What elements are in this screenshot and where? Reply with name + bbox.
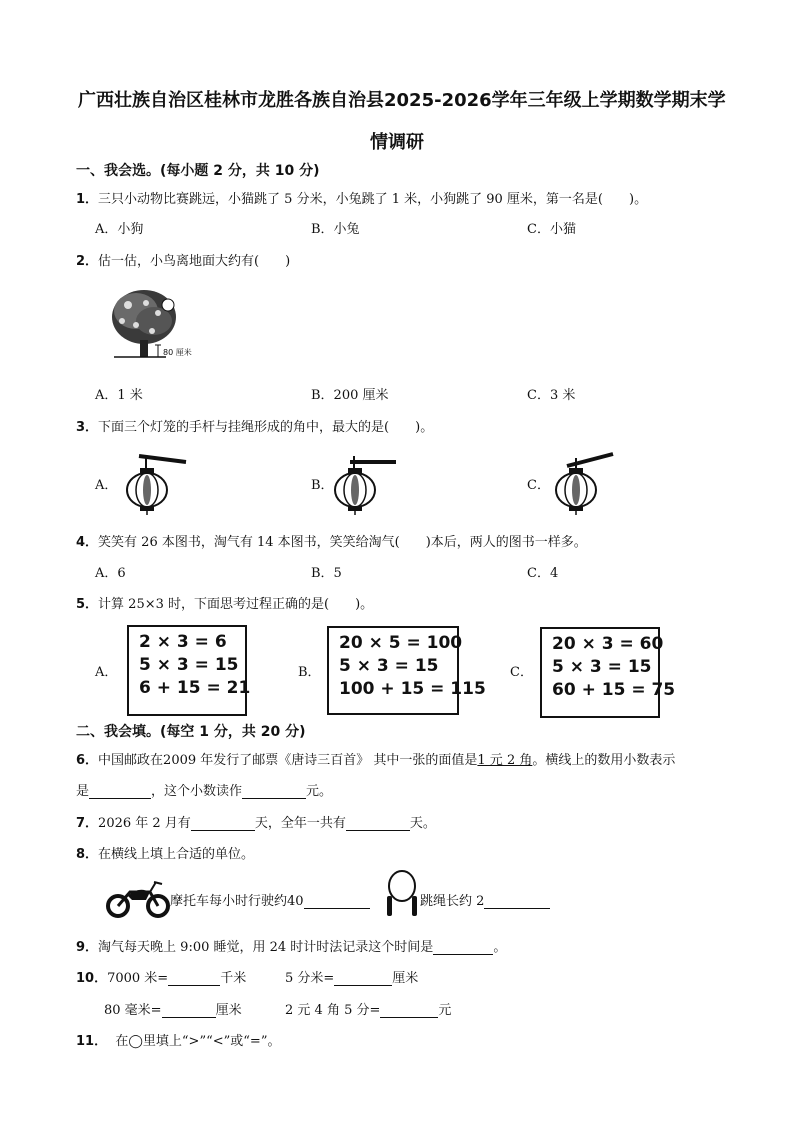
- option-b: B．: [311, 478, 334, 493]
- question-text: 。横线上的数用小数表示: [532, 753, 676, 768]
- question-text: 是: [76, 784, 90, 799]
- answer-blank[interactable]: [242, 784, 306, 799]
- question-text: 厘米: [215, 1003, 242, 1018]
- option-c: C．小猫: [527, 222, 576, 237]
- height-label: 80 厘米: [163, 348, 192, 357]
- question-text: 5 分米=: [285, 971, 335, 986]
- calc-line: 6 + 15 = 21: [139, 678, 251, 698]
- option-a: A．小狗: [95, 222, 144, 237]
- question-number: 11．: [76, 1034, 108, 1049]
- calc-box-b: [327, 626, 486, 715]
- question-number: 3．: [76, 420, 99, 435]
- option-a: A．1 米: [95, 388, 143, 403]
- page-title-line1: 广西壮族自治区桂林市龙胜各族自治县2025-2026学年三年级上学期数学期末学: [78, 90, 726, 111]
- question-text: 2026 年 2 月有: [98, 816, 191, 831]
- lantern-a-figure: [124, 452, 190, 516]
- option-c: C．: [510, 665, 533, 680]
- option-c: C．: [527, 478, 550, 493]
- underlined-value: 1 元 2 角: [477, 753, 533, 768]
- question-text: 笑笑有 26 本图书，淘气有 14 本图书，笑笑给淘气( )本后，两人的图书一样多。: [98, 535, 587, 550]
- question-text: 7000 米=: [107, 971, 169, 986]
- motorcycle-question: [170, 890, 370, 909]
- calc-line: 20 × 5 = 100: [339, 633, 463, 653]
- lantern-c-figure: [553, 452, 619, 516]
- calc-line: 100 + 15 = 115: [339, 679, 486, 699]
- question-10-row2: [104, 999, 242, 1018]
- rope-question: [420, 890, 550, 909]
- question-number: 4．: [76, 535, 99, 550]
- option-b: B．小兔: [311, 222, 360, 237]
- option-a: A．: [95, 478, 118, 493]
- question-text: 摩托车每小时行驶约40: [170, 894, 304, 909]
- question-2: [76, 250, 290, 269]
- question-number: 10．: [76, 971, 108, 986]
- option-b: B．5: [311, 566, 342, 581]
- question-9: [76, 936, 506, 955]
- answer-blank[interactable]: [162, 1003, 216, 1018]
- question-5: [76, 593, 373, 612]
- question-text: 中国邮政在2009 年发行了邮票《唐诗三百首》 其中一张的面值是: [98, 753, 478, 768]
- question-text: 80 毫米=: [104, 1003, 162, 1018]
- answer-blank[interactable]: [484, 894, 550, 909]
- question-text: 跳绳长约 2: [420, 894, 485, 909]
- question-text: 厘米: [392, 971, 419, 986]
- answer-blank[interactable]: [380, 1003, 438, 1018]
- calc-line: 2 × 3 = 6: [139, 632, 227, 652]
- question-text: 天，全年一共有: [254, 816, 346, 831]
- motorcycle-icon: [106, 878, 170, 918]
- answer-blank[interactable]: [334, 971, 392, 986]
- answer-blank[interactable]: [168, 971, 220, 986]
- question-text: 计算 25×3 时，下面思考过程正确的是( )。: [98, 597, 374, 612]
- option-b: B．200 厘米: [311, 388, 389, 403]
- answer-blank[interactable]: [433, 940, 493, 955]
- question-text: 在横线上填上合适的单位。: [98, 847, 255, 862]
- question-number: 8．: [76, 847, 99, 862]
- jump-rope-icon: [385, 868, 419, 924]
- question-number: 6．: [76, 753, 99, 768]
- calc-box-a: [127, 625, 251, 716]
- question-text: 2 元 4 角 5 分=: [285, 1003, 381, 1018]
- question-number: 1．: [76, 192, 99, 207]
- question-text: 淘气每天晚上 9:00 睡觉，用 24 时计时法记录这个时间是: [98, 940, 434, 955]
- section-heading-fill: 二、我会填。(每空 1 分，共 20 分): [76, 724, 306, 740]
- question-7: [76, 812, 436, 831]
- question-text: 。: [493, 940, 507, 955]
- question-10-row1: [76, 967, 246, 986]
- question-text: 元: [438, 1003, 452, 1018]
- calc-line: 5 × 3 = 15: [139, 655, 239, 675]
- question-11: [76, 1030, 280, 1049]
- question-number: 2．: [76, 254, 99, 269]
- lantern-b-figure: [332, 452, 398, 516]
- calc-line: 60 + 15 = 75: [552, 680, 676, 700]
- answer-blank[interactable]: [346, 816, 410, 831]
- question-6: [76, 749, 675, 768]
- question-1: [76, 188, 647, 207]
- question-number: 5．: [76, 597, 99, 612]
- question-number: 7．: [76, 816, 99, 831]
- calc-line: 5 × 3 = 15: [552, 657, 652, 677]
- option-a: A．6: [95, 566, 126, 581]
- question-10-row1b: [285, 967, 418, 986]
- question-4: [76, 531, 587, 550]
- answer-blank[interactable]: [89, 784, 151, 799]
- question-text: 下面三个灯笼的手杆与挂绳形成的角中，最大的是( )。: [98, 420, 434, 435]
- question-text: 在◯里填上“>”“<”或“=”。: [115, 1034, 281, 1049]
- question-8: [76, 843, 254, 862]
- question-6-line2: [76, 780, 332, 799]
- option-c: C．3 米: [527, 388, 576, 403]
- question-text: 天。: [409, 816, 436, 831]
- question-3: [76, 416, 433, 435]
- question-10-row2b: [285, 999, 451, 1018]
- option-b: B．: [298, 665, 321, 680]
- answer-blank[interactable]: [304, 894, 370, 909]
- answer-blank[interactable]: [191, 816, 255, 831]
- section-heading-choose: 一、我会选。(每小题 2 分，共 10 分): [76, 163, 320, 179]
- question-number: 9．: [76, 940, 99, 955]
- question-text: 元。: [306, 784, 333, 799]
- question-text: ，这个小数读作: [151, 784, 243, 799]
- question-text: 三只小动物比赛跳远，小猫跳了 5 分米，小兔跳了 1 米，小狗跳了 90 厘米，第一名是( )。: [98, 192, 648, 207]
- calc-line: 20 × 3 = 60: [552, 634, 664, 654]
- calc-line: 5 × 3 = 15: [339, 656, 439, 676]
- calc-box-c: [540, 627, 676, 718]
- question-text: 千米: [220, 971, 247, 986]
- page-title-line2: 情调研: [370, 132, 424, 153]
- question-text: 估一估，小鸟离地面大约有( ): [98, 254, 291, 269]
- option-a: A．: [95, 665, 118, 680]
- option-c: C．4: [527, 566, 559, 581]
